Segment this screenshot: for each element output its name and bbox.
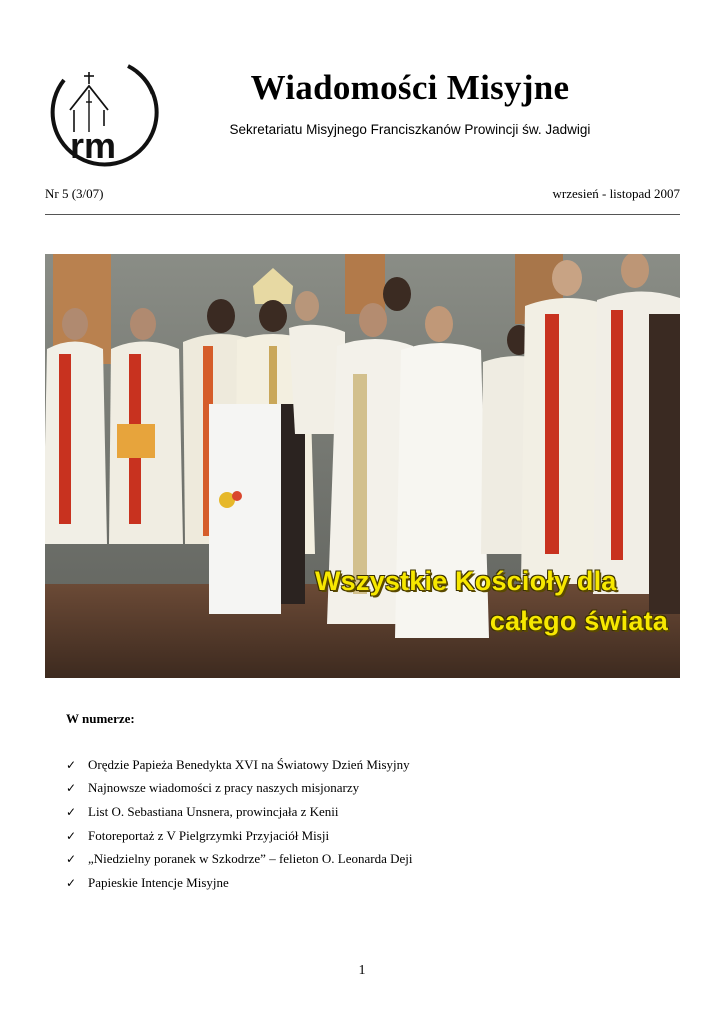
toc-item <box>66 777 413 801</box>
logo-letters: rm <box>70 125 117 166</box>
issue-number: Nr 5 (3/07) <box>45 186 104 201</box>
toc-item-label: Najnowsze wiadomości z pracy naszych misjonarzy <box>88 780 360 796</box>
toc-item <box>66 800 413 824</box>
cover-photo <box>45 254 680 678</box>
toc-item-label: „Niedzielny poranek w Szkodrze” – felieton O. Leonarda Deji <box>88 851 413 867</box>
toc-item <box>66 824 413 848</box>
header-divider <box>45 214 680 215</box>
toc-item-label: List O. Sebastiana Unsnera, prowincjała z Kenii <box>88 803 339 819</box>
toc-item-label: Papieskie Intencje Misyjne <box>88 874 229 890</box>
toc-item-label: Orędzie Papieża Benedykta XVI na Światowy Dzień Misyjny <box>88 756 410 772</box>
checkmark-icon: ✓ <box>66 757 77 772</box>
checkmark-icon: ✓ <box>66 852 77 867</box>
toc-item <box>66 753 413 777</box>
rm-logo <box>44 58 166 176</box>
checkmark-icon: ✓ <box>66 781 77 796</box>
cover-headline-line1: Wszystkie Kościoły dla <box>315 566 617 596</box>
toc-item <box>66 847 413 871</box>
toc-item <box>66 871 413 895</box>
newsletter-subtitle: Sekretariatu Misyjnego Franciszkanów Prowincji św. Jadwigi <box>229 122 591 137</box>
checkmark-icon: ✓ <box>66 875 77 890</box>
cover-headline-line2: całego świata <box>489 606 668 636</box>
checkmark-icon: ✓ <box>66 804 77 819</box>
issue-date: wrzesień - listopad 2007 <box>552 186 680 201</box>
toc-heading: W numerze: <box>66 711 135 726</box>
page-number: 1 <box>358 963 366 978</box>
toc-list <box>66 753 413 895</box>
newsletter-title: Wiadomości Misyjne <box>250 68 570 107</box>
toc-item-label: Fotoreportaż z V Pielgrzymki Przyjaciół Misji <box>88 827 330 843</box>
checkmark-icon: ✓ <box>66 828 77 843</box>
